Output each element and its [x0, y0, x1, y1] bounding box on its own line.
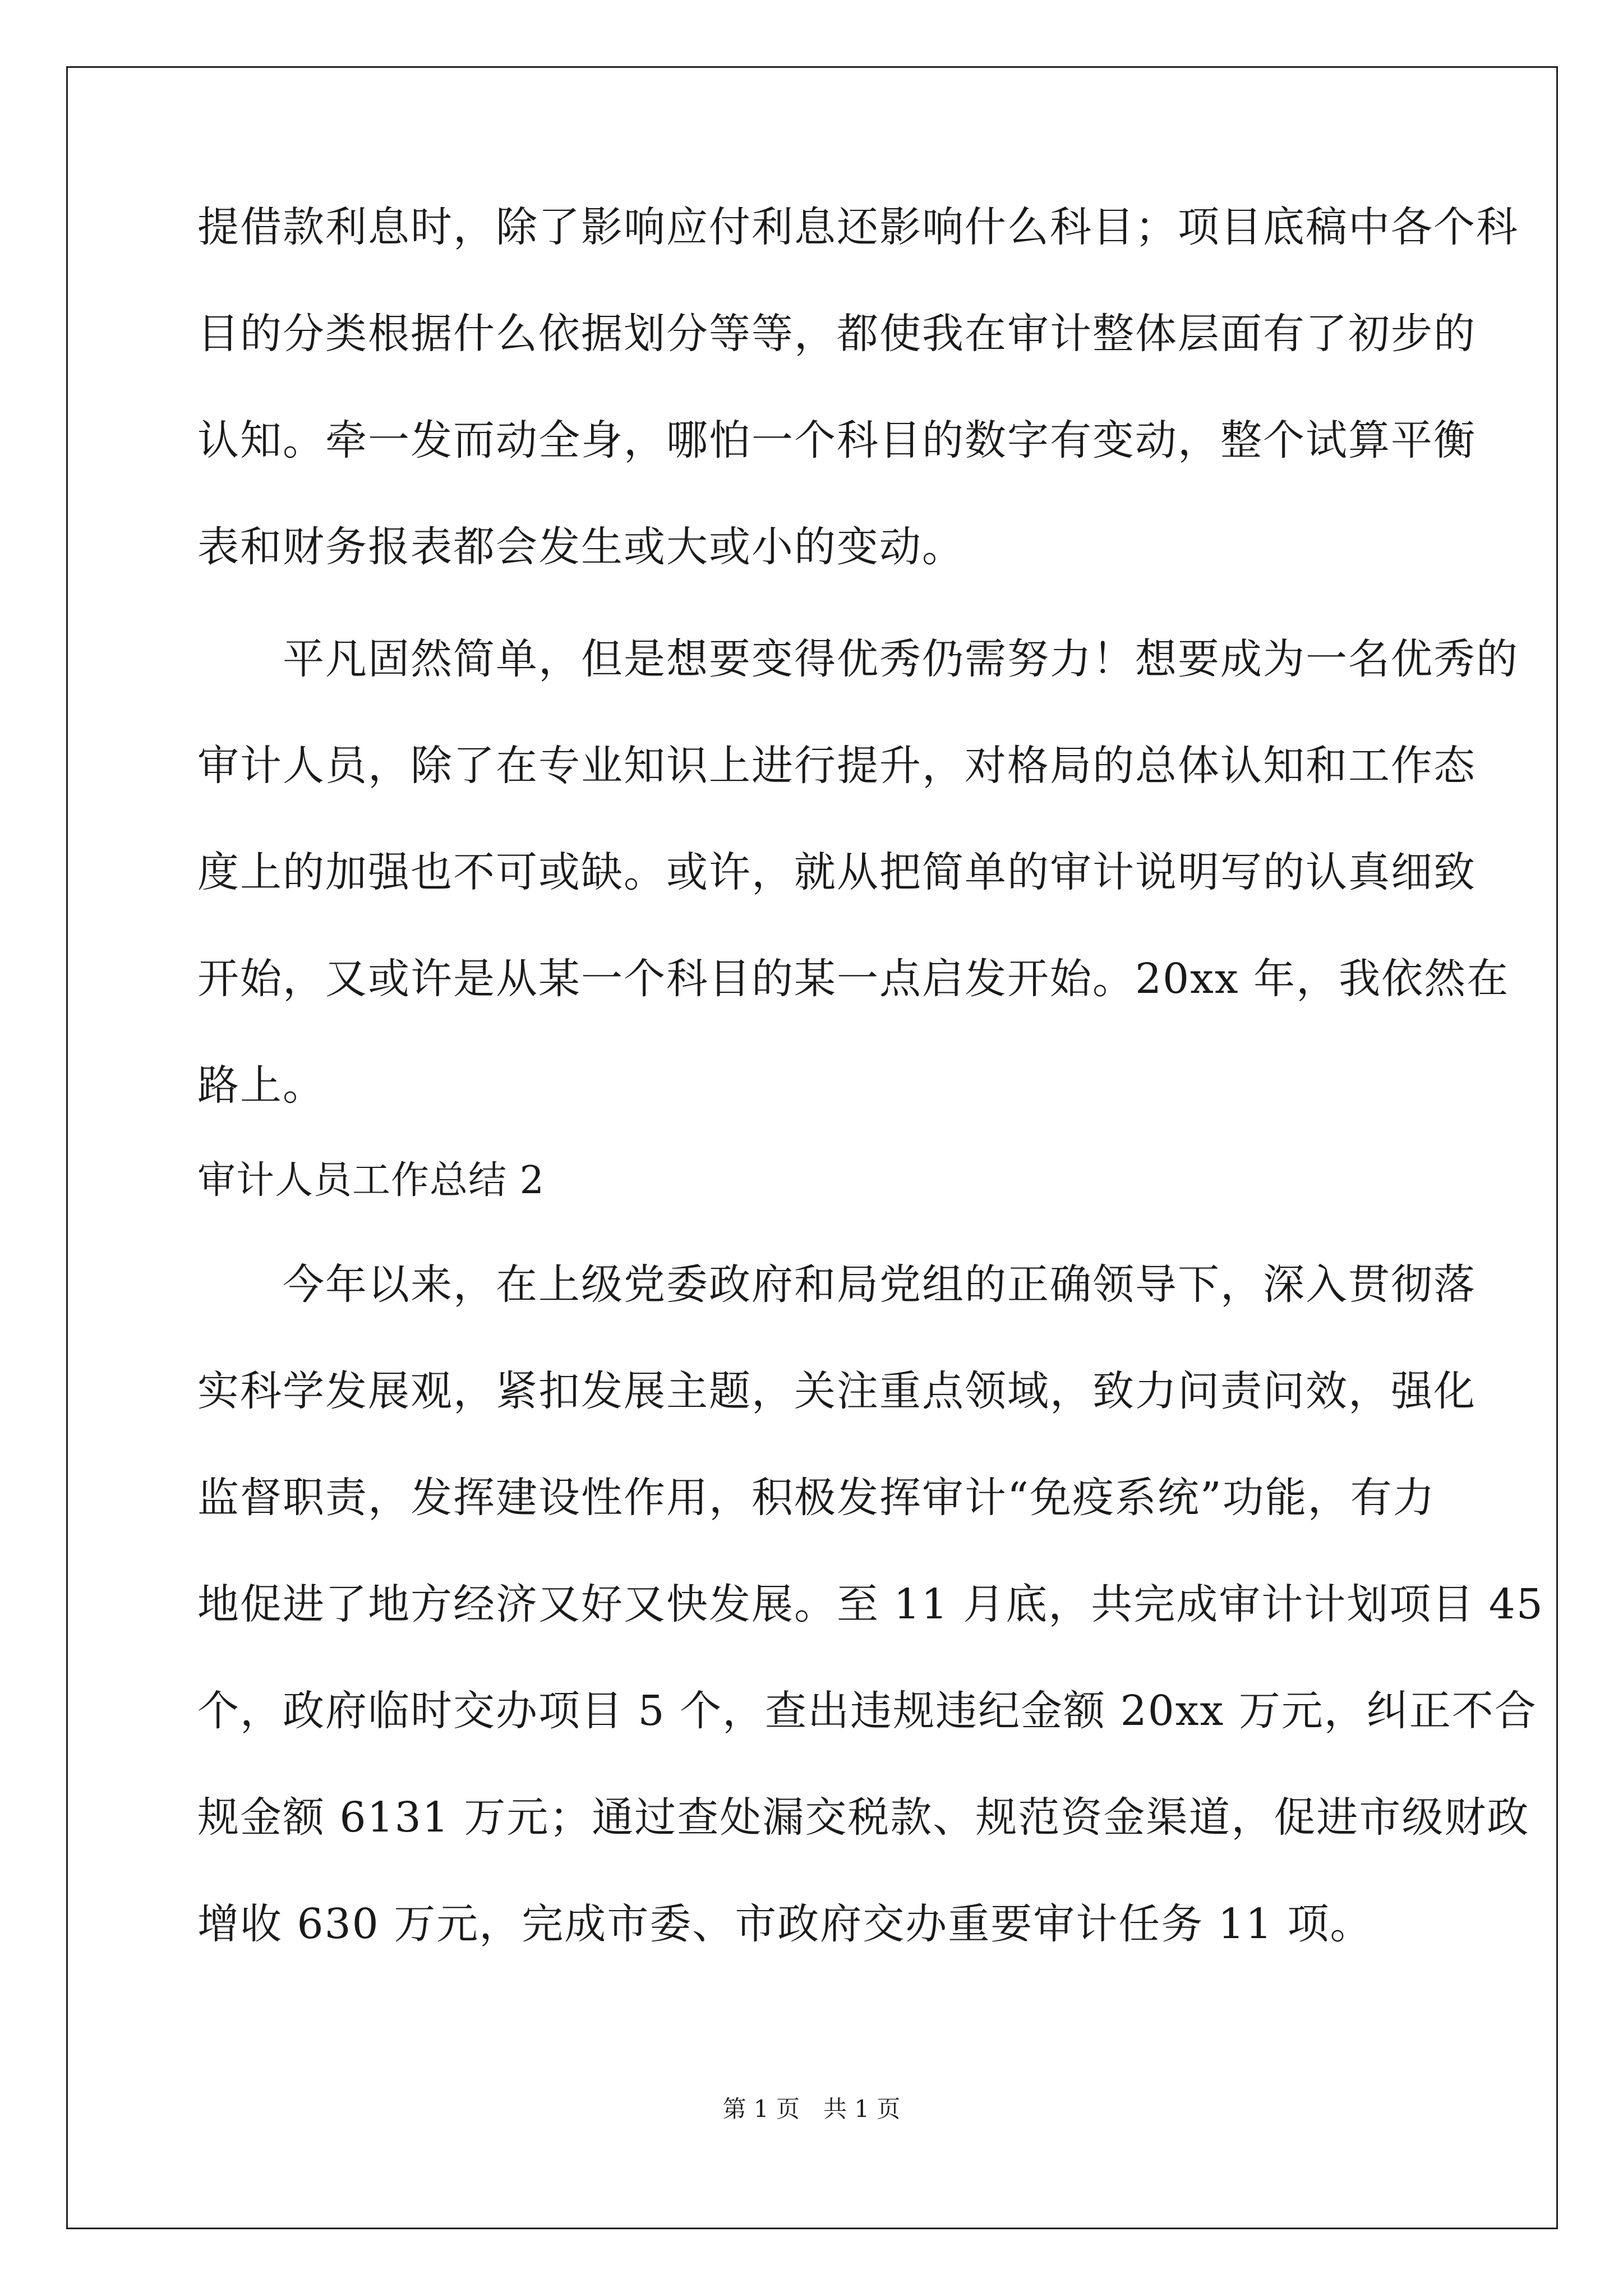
paragraph-2-line-3: 度上的加强也不可或缺。或许，就从把简单的审计说明写的认真细致 [197, 848, 1476, 896]
paragraph-3-line-5: 个，政府临时交办项目 5 个，查出违规违纪金额 20xx 万元，纠正不合 [197, 1687, 1537, 1735]
paragraph-2-line-4: 开始，又或许是从某一个科目的某一点启发开始。20xx 年，我依然在 [197, 955, 1510, 1003]
page-number-footer: 第 1 页 共 1 页 [722, 2095, 901, 2123]
paragraph-3-line-1: 今年以来，在上级党委政府和局党组的正确领导下，深入贯彻落 [197, 1260, 1476, 1309]
paragraph-1-line-1: 提借款利息时，除了影响应付利息还影响什么科目；项目底稿中各个科 [197, 203, 1519, 251]
section-heading: 审计人员工作总结 2 [197, 1158, 545, 1203]
paragraph-1-line-3: 认知。牵一发而动全身，哪怕一个科目的数字有变动，整个试算平衡 [197, 416, 1476, 464]
paragraph-2-line-5: 路上。 [197, 1061, 325, 1110]
paragraph-1-line-2: 目的分类根据什么依据划分等等，都使我在审计整体层面有了初步的 [197, 310, 1476, 358]
paragraph-3-line-4: 地促进了地方经济又好又快发展。至 11 月底，共完成审计计划项目 45 [197, 1580, 1544, 1628]
paragraph-3-line-7: 增收 630 万元，完成市委、市政府交办重要审计任务 11 项。 [197, 1900, 1373, 1948]
paragraph-2-line-2: 审计人员，除了在专业知识上进行提升，对格局的总体认知和工作态 [197, 742, 1476, 790]
paragraph-2-line-1: 平凡固然简单，但是想要变得优秀仍需努力！想要成为一名优秀的 [197, 635, 1519, 683]
paragraph-3-line-2: 实科学发展观，紧扣发展主题，关注重点领域，致力问责问效，强化 [197, 1367, 1476, 1415]
paragraph-3-line-6: 规金额 6131 万元；通过查处漏交税款、规范资金渠道，促进市级财政 [197, 1793, 1530, 1842]
paragraph-3-line-3: 监督职责，发挥建设性作用，积极发挥审计“免疫系统”功能，有力 [197, 1474, 1436, 1522]
paragraph-1-line-4: 表和财务报表都会发生或大或小的变动。 [197, 523, 965, 571]
